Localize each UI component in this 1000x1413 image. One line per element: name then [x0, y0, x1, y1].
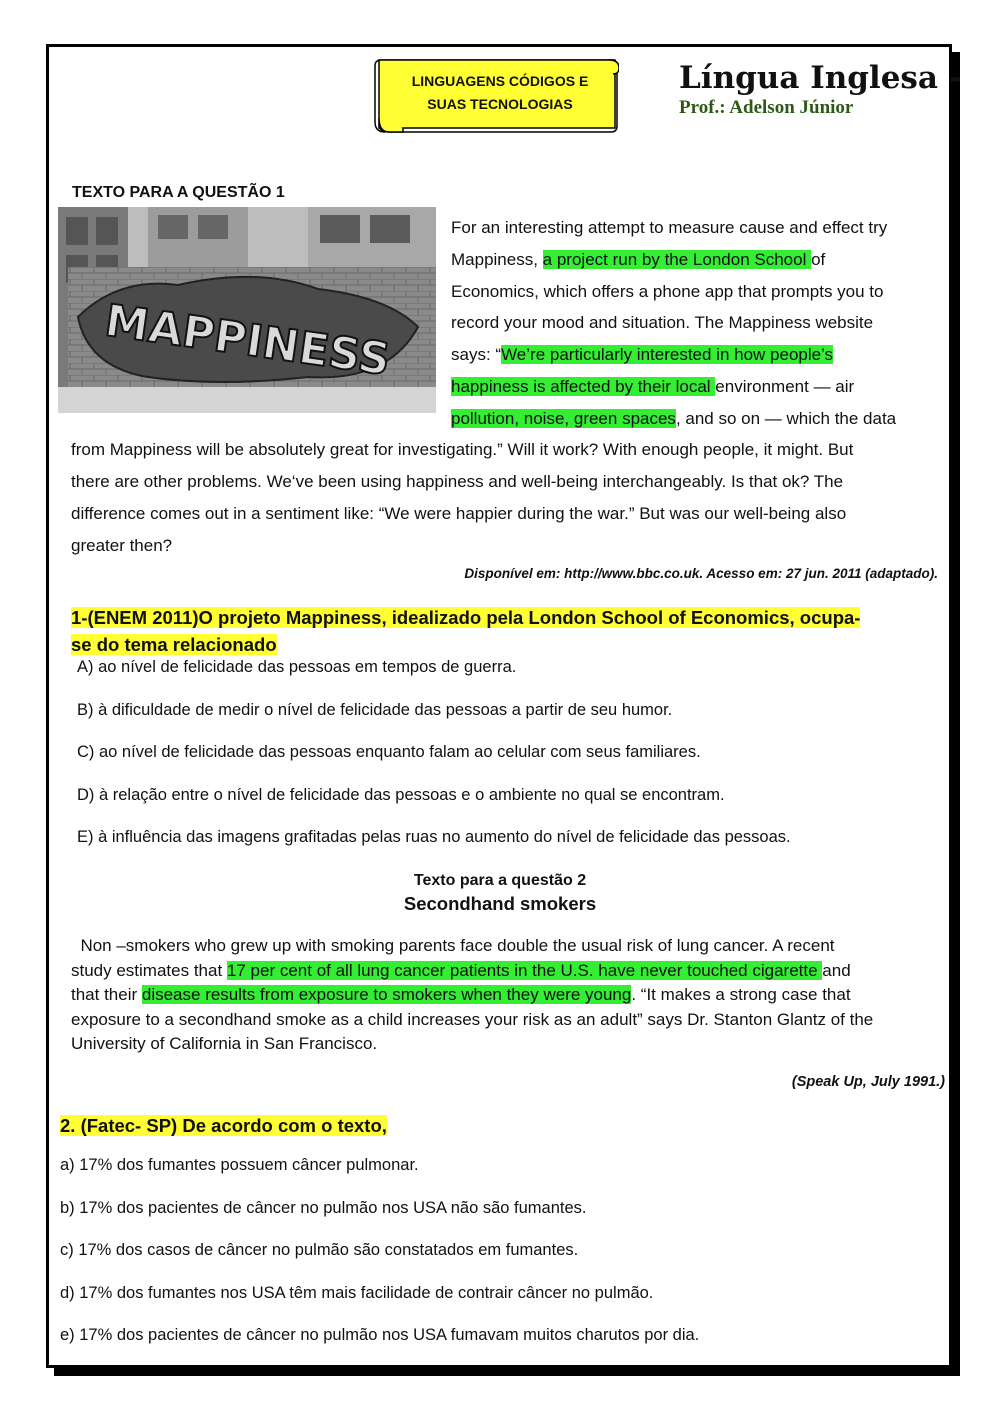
svg-text:MAPPINESS: MAPPINESS	[101, 295, 394, 386]
yellow-highlight: 2. (Fatec- SP) De acordo com o texto,	[60, 1115, 387, 1136]
text2-label: Texto para a questão 2	[413, 872, 587, 889]
question1-option-c[interactable]: C) ao nível de felicidade das pessoas enquanto falam ao celular com seus familiares.	[77, 743, 701, 761]
question1-stem	[71, 604, 941, 658]
subject-title: Língua Inglesa -	[679, 60, 962, 96]
question1-option-d[interactable]: D) à relação entre o nível de felicidade das pessoas e o ambiente no qual se encontram.	[77, 786, 725, 804]
question1-option-e[interactable]: E) à influência das imagens grafitadas pelas ruas no aumento do nível de felicidade das pessoas.	[77, 828, 791, 846]
text2-fragment: study estimates that	[71, 960, 227, 980]
text2-line: Non –smokers who grew up with smoking parents face double the usual risk of lung cancer. A recent	[71, 936, 835, 955]
text2-fragment: and	[822, 960, 851, 980]
text2-fragment: . “It makes a strong case that	[631, 985, 851, 1004]
text1-line: from Mappiness will be absolutely great for investigating.” Will it work? With enough people, it might. But	[71, 440, 854, 459]
text1-line	[451, 339, 941, 371]
text2-line: exposure to a secondhand smoke as a child increases your risk as an adult” says Dr. Stanton Glantz of the	[71, 1009, 874, 1029]
question1-option-a[interactable]: A) ao nível de felicidade das pessoas em tempos de guerra.	[77, 658, 517, 676]
green-highlight: 17 per cent of all lung cancer patients in the U.S. have never touched cigarette	[226, 960, 823, 980]
question2-stem	[60, 1113, 387, 1138]
text2-paragraph	[71, 934, 951, 1057]
banner-line-2: SUAS TECNOLOGIAS	[427, 96, 573, 112]
teacher-name: Prof.: Adelson Júnior	[679, 97, 854, 118]
text1-fragment: of	[811, 249, 826, 269]
question1-option-b[interactable]: B) à dificuldade de medir o nível de felicidade das pessoas a partir de seu humor.	[77, 701, 673, 719]
text1-source: Disponível em: http://www.bbc.co.uk. Acesso em: 27 jun. 2011 (adaptado).	[464, 566, 938, 581]
subject-area-banner	[373, 52, 619, 140]
green-highlight: disease results from exposure to smokers when they were young	[141, 985, 632, 1004]
green-highlight: happiness is affected by their local	[451, 376, 716, 396]
yellow-highlight: se do tema relacionado	[71, 634, 277, 655]
text1-line: difference comes out in a sentiment like: “We were happier during the war.” But was our well-being also	[71, 504, 847, 523]
text2-fragment: that their	[71, 985, 142, 1004]
green-highlight: a project run by the London School	[542, 249, 812, 269]
text1-line: there are other problems. We‘ve been using happiness and well-being interchangeably. Is that ok? The	[71, 472, 844, 491]
question2-option-e[interactable]: e) 17% dos pacientes de câncer no pulmão nos USA fumavam muitos charutos por dia.	[60, 1326, 700, 1344]
text2-line	[71, 983, 951, 1008]
text1-fragment: Mappiness,	[451, 249, 543, 269]
green-highlight: We’re particularly interested in how people’s	[501, 345, 834, 365]
text1-paragraph-wrapped	[451, 212, 941, 435]
text2-line	[71, 959, 951, 984]
question2-option-a[interactable]: a) 17% dos fumantes possuem câncer pulmonar.	[60, 1156, 419, 1174]
text2-source: (Speak Up, July 1991.)	[791, 1074, 945, 1090]
text2-title: Secondhand smokers	[403, 893, 597, 914]
text1-line: record your mood and situation. The Mappiness website	[451, 313, 874, 333]
graffiti-photo	[58, 207, 436, 413]
yellow-highlight: 1-(ENEM 2011)O projeto Mappiness, idealizado pela London School of Economics, ocupa-	[71, 607, 861, 628]
text1-fragment: says: “	[451, 345, 502, 365]
banner-text	[387, 70, 613, 116]
text1-line	[451, 371, 941, 403]
text2-line: University of California in San Francisco.	[71, 1034, 378, 1053]
text1-line: Economics, which offers a phone app that prompts you to	[451, 281, 884, 301]
banner-line-1: LINGUAGENS CÓDIGOS E	[411, 73, 589, 89]
text1-line: greater then?	[71, 536, 173, 555]
text1-line	[451, 403, 941, 435]
text1-line: For an interesting attempt to measure cause and effect try	[451, 218, 888, 237]
text1-fragment: , and so on — which the data	[675, 408, 897, 428]
text1-line	[451, 244, 941, 276]
question2-option-c[interactable]: c) 17% dos casos de câncer no pulmão são constatados em fumantes.	[60, 1241, 579, 1259]
text1-paragraph-full	[71, 434, 943, 562]
section-label-text1: TEXTO PARA A QUESTÃO 1	[72, 184, 285, 201]
question2-option-d[interactable]: d) 17% dos fumantes nos USA têm mais facilidade de contrair câncer no pulmão.	[60, 1284, 654, 1302]
question2-option-b[interactable]: b) 17% dos pacientes de câncer no pulmão nos USA não são fumantes.	[60, 1199, 587, 1217]
green-highlight: pollution, noise, green spaces	[451, 408, 676, 428]
text1-fragment: environment — air	[715, 376, 855, 396]
